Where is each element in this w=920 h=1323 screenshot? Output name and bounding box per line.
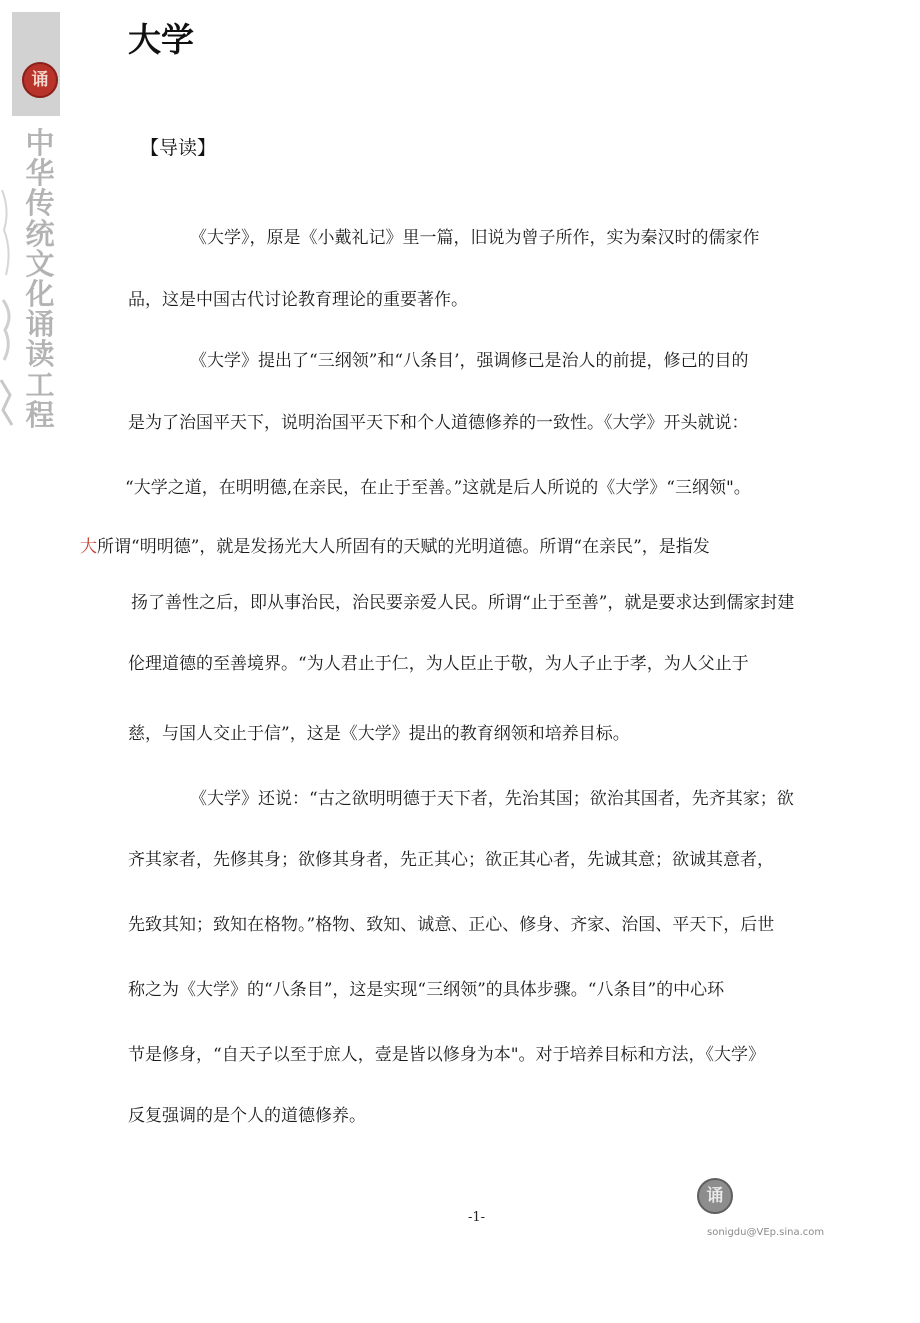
body-line: 《大学》，原是《小戴礼记》里一篇，旧说为曾子所作，实为秦汉时的儒家作 (190, 228, 760, 248)
footer-seal-logo: 诵 (697, 1178, 733, 1214)
vertical-title-char: 工 (25, 367, 55, 402)
body-line: 扬了善性之后，即从事治民，治民要亲爱人民。所谓“止于至善”，就是要求达到儒家封建 (131, 593, 795, 613)
body-line: 《大学》提出了“三纲领”和“八条目’，强调修己是治人的前提，修己的目的 (190, 351, 749, 371)
decorative-sketch (0, 180, 18, 430)
body-line: 先致其知；致知在格物。”格物、致知、诚意、正心、修身、齐家、治国、平天下，后世 (128, 915, 775, 935)
page-title: 大学 (128, 20, 194, 59)
body-line: “大学之道，在明明德,在亲民，在止于至善。”这就是后人所说的《大学》“三纲领"。 (125, 478, 751, 498)
body-line: 反复强调的是个人的道德修养。 (128, 1106, 366, 1126)
vertical-title (16, 128, 64, 430)
body-line: 《大学》还说：“古之欲明明德于天下者，先治其国；欲治其国者，先齐其家；欲 (190, 789, 794, 809)
body-line: 伦理道德的至善境界。“为人君止于仁，为人臣止于敬，为人子止于孝，为人父止于 (128, 654, 749, 674)
vertical-title-char: 程 (25, 397, 55, 432)
vertical-title-char: 文 (25, 246, 55, 281)
vertical-title-char: 传 (25, 186, 55, 221)
vertical-title-char: 诵 (25, 307, 55, 342)
vertical-title-char: 化 (25, 277, 55, 312)
body-line: 慈，与国人交止于信”，这是《大学》提出的教育纲领和培养目标。 (128, 724, 630, 744)
body-line: 品，这是中国古代讨论教育理论的重要著作。 (128, 290, 468, 310)
vertical-title-char: 中 (25, 126, 55, 160)
body-line: 齐其家者，先修其身；欲修其身者，先正其心；欲正其心者，先诚其意；欲诚其意者， (128, 850, 774, 870)
margin-char: 大 (80, 537, 97, 557)
seal-logo: 诵 (22, 62, 58, 98)
vertical-title-char: 华 (25, 156, 55, 191)
body-line: 节是修身，“自天子以至于庶人，壹是皆以修身为本"。对于培养目标和方法，《大学》 (128, 1045, 766, 1065)
footer-email: sonigdu@VEp.sina.com (707, 1227, 825, 1238)
section-heading: 【导读】 (140, 137, 217, 159)
body-line: 所谓“明明德”，就是发扬光大人所固有的天赋的光明道德。所谓“在亲民”，是指发 (97, 537, 710, 557)
body-line: 称之为《大学》的“八条目”，这是实现“三纲领”的具体步骤。“八条目”的中心环 (128, 980, 725, 1000)
body-line: 是为了治国平天下，说明治国平天下和个人道德修养的一致性。《大学》开头就说： (128, 413, 749, 433)
page-number: -1- (468, 1210, 486, 1225)
vertical-title-char: 统 (25, 216, 55, 251)
vertical-title-char: 读 (25, 337, 55, 372)
